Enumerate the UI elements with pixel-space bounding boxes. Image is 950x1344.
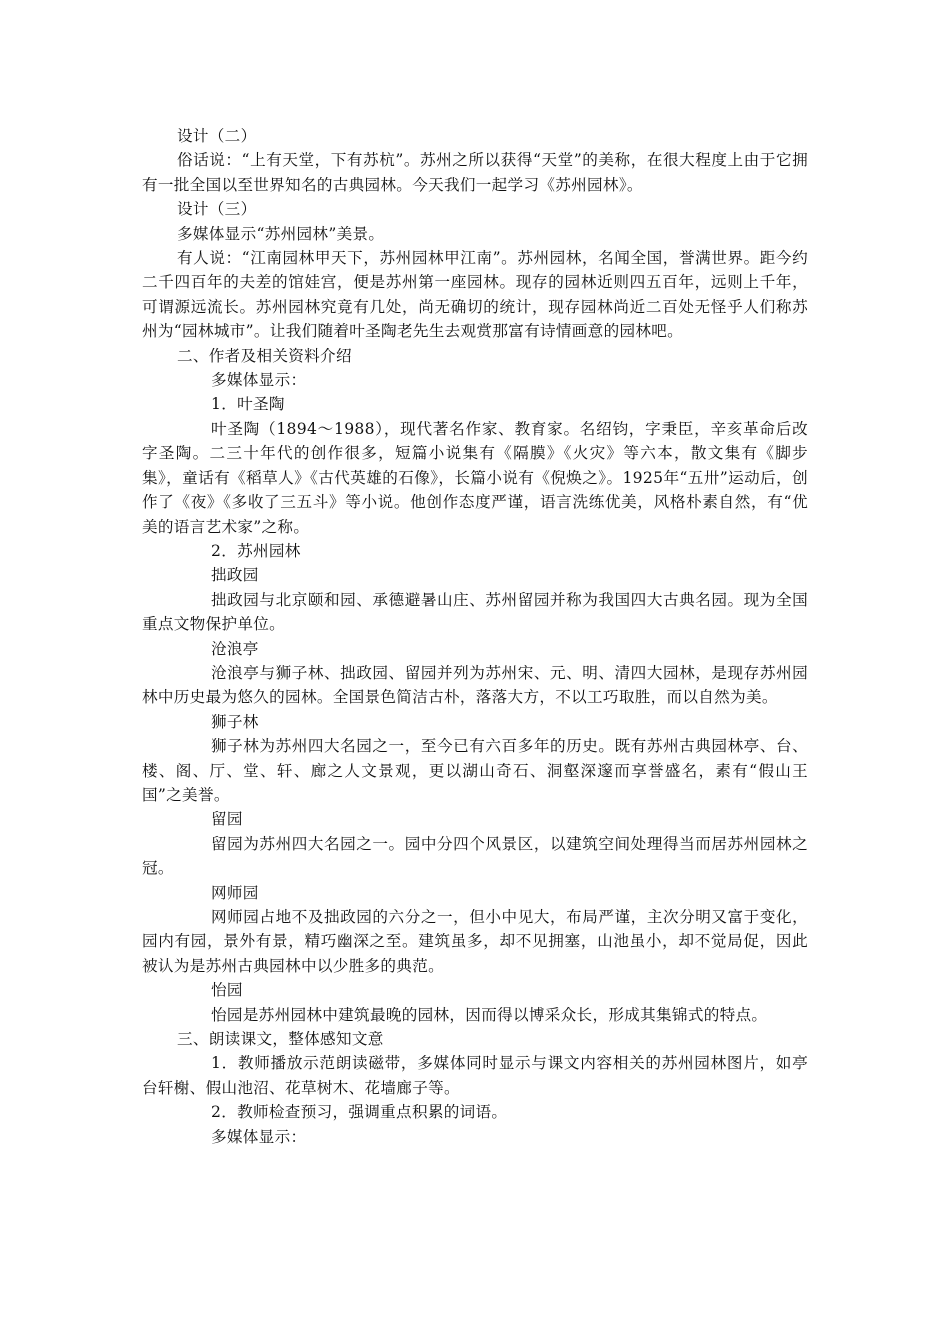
subheading: 1．叶圣陶 xyxy=(211,395,285,414)
paragraph: 叶圣陶（1894～1988），现代著名作家、教育家。名绍钧，字秉臣，辛亥革命后改字圣陶。二三十年代的创作很多，短篇小说集有《隔膜》《火灾》等六本，散文集有《脚步集》，童话有《稻草人》《古代英雄的石像》，长篇小说有《倪焕之》。1925年“五卅”运动后，创作了《夜》《多收了三五斗》等小说。他创作态度严谨，语言洗练优美，风格朴素自然，有“优美的语言艺术家”之称。 xyxy=(142,419,808,536)
paragraph: 设计（二） xyxy=(177,127,257,145)
paragraph: 拙政园与北京颐和园、承德避暑山庄、苏州留园并称为我国四大古典名园。现为全国重点文物保护单位。 xyxy=(142,590,808,634)
paragraph: 网师园占地不及拙政园的六分之一，但小中见大，布局严谨，主次分明又富于变化，园内有园，景外有景，精巧幽深之至。建筑虽多，却不见拥塞，山池虽小，却不觉局促，因此被认为是苏州古典园林中以少胜多的典范。 xyxy=(142,908,808,975)
garden-name: 拙政园 xyxy=(211,566,259,585)
paragraph: 2．教师检查预习，强调重点积累的词语。 xyxy=(211,1103,508,1122)
document-body xyxy=(142,124,808,1149)
garden-name: 网师园 xyxy=(211,883,259,902)
paragraph: 狮子林为苏州四大名园之一，至今已有六百多年的历史。既有苏州古典园林亭、台、楼、阁、厅、堂、轩、廊之人文景观，更以湖山奇石、洞壑深邃而享誉盛名，素有“假山王国”之美誉。 xyxy=(142,737,808,804)
garden-name: 留园 xyxy=(211,810,243,829)
section-heading: 三、朗读课文，整体感知文意 xyxy=(177,1030,384,1049)
paragraph: 留园为苏州四大名园之一。园中分四个风景区，以建筑空间处理得当而居苏州园林之冠。 xyxy=(142,834,808,878)
paragraph: 1．教师播放示范朗读磁带，多媒体同时显示与课文内容相关的苏州园林图片，如亭台轩榭、假山池沼、花草树木、花墙廊子等。 xyxy=(142,1054,808,1097)
garden-name: 怡园 xyxy=(211,981,243,1000)
paragraph: 多媒体显示“苏州园林”美景。 xyxy=(177,224,385,243)
paragraph: 怡园是苏州园林中建筑最晚的园林，因而得以博采众长，形成其集锦式的特点。 xyxy=(211,1005,768,1024)
paragraph: 有人说：“江南园林甲天下，苏州园林甲江南”。苏州园林，名闻全国，誉满世界。距今约二千四百年的夫差的馆娃宫，便是苏州第一座园林。现存的园林近则四五百年，远则上千年，可谓源远流长。苏州园林究竟有几处，尚无确切的统计，现存园林尚近二百处无怪乎人们称苏州为“园林城市”。让我们随着叶圣陶老先生去观赏那富有诗情画意的园林吧。 xyxy=(142,249,808,341)
paragraph: 设计（三） xyxy=(177,200,257,219)
paragraph: 沧浪亭与狮子林、拙政园、留园并列为苏州宋、元、明、清四大园林，是现存苏州园林中历史最为悠久的园林。全国景色简洁古朴，落落大方，不以工巧取胜，而以自然为美。 xyxy=(142,663,808,707)
paragraph: 多媒体显示： xyxy=(211,1127,307,1146)
subheading: 2．苏州园林 xyxy=(211,541,301,560)
garden-name: 狮子林 xyxy=(211,712,259,731)
garden-name: 沧浪亭 xyxy=(211,639,259,658)
paragraph: 多媒体显示： xyxy=(211,371,307,390)
paragraph: 俗话说：“上有天堂，下有苏杭”。苏州之所以获得“天堂”的美称，在很大程度上由于它拥有一批全国以至世界知名的古典园林。今天我们一起学习《苏州园林》。 xyxy=(142,151,808,194)
section-heading: 二、作者及相关资料介绍 xyxy=(177,346,352,365)
